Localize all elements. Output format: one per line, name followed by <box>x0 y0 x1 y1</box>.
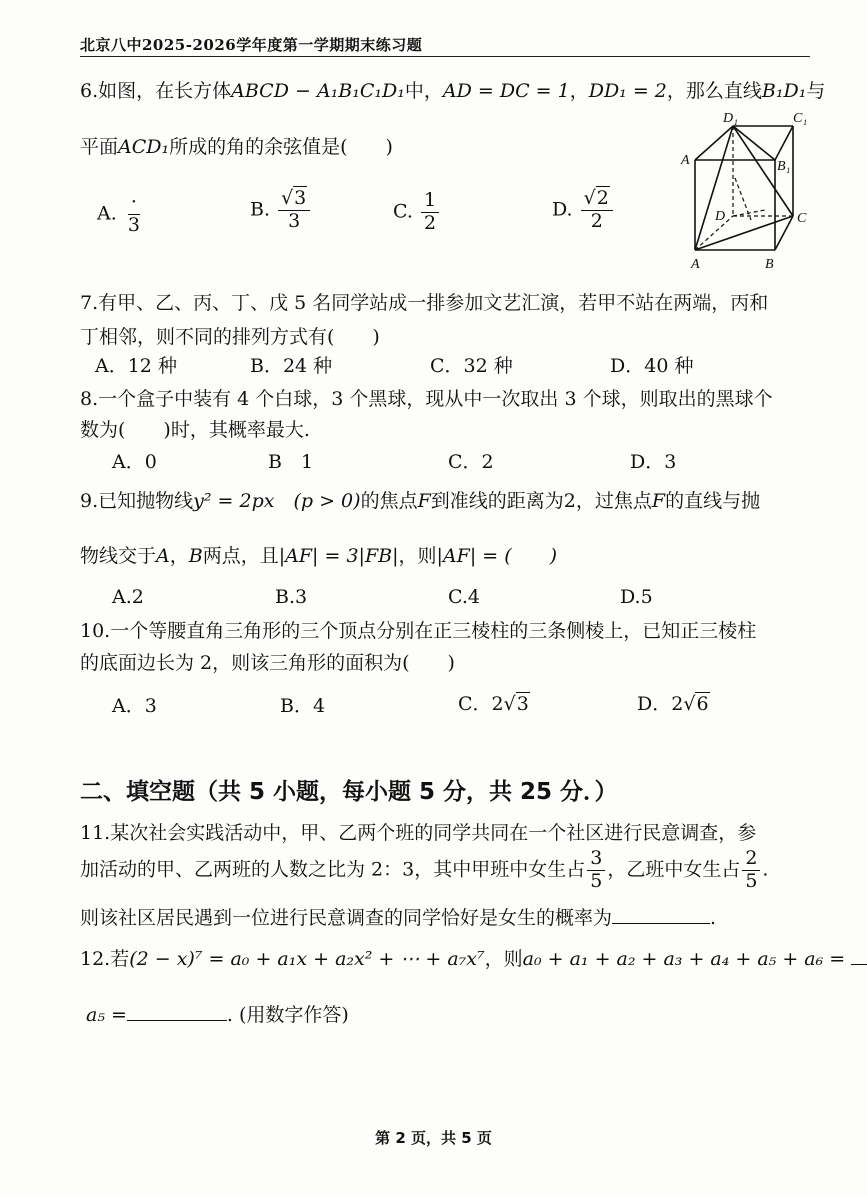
q9-distance: 2 <box>563 490 576 512</box>
option-label: B. <box>250 198 271 221</box>
q9-option-a: A.2 <box>112 586 144 608</box>
q9-condition: (p > 0) <box>293 490 361 512</box>
aux-line <box>733 210 765 216</box>
header-rule <box>80 56 810 57</box>
fraction: $\frac{\cdot}{3}$ <box>127 191 140 236</box>
prism-figure <box>675 108 825 278</box>
q9-text: 的焦点 <box>360 490 418 512</box>
q8-option-a: A．0 <box>112 451 157 473</box>
q6-text: ， <box>569 80 589 102</box>
label-d1: D₁ <box>723 111 738 126</box>
q6-line-b1d1: B₁D₁ <box>761 80 807 102</box>
q7-option-d: D．40 种 <box>610 355 694 377</box>
sqrt-icon: √ <box>583 187 596 209</box>
q6-text: 所成的角的余弦值是( ) <box>169 136 393 158</box>
q9-text: 物线交于 <box>80 545 157 567</box>
q9-text: 9.已知抛物线 <box>80 490 194 512</box>
sqrt-icon: √ <box>503 693 516 715</box>
q9-parabola: y² = 2px <box>193 490 275 512</box>
q9-line1 <box>80 486 760 513</box>
q6-line2 <box>80 132 393 159</box>
q12-text: 12.若 <box>80 948 130 970</box>
q9-focus: F <box>417 490 431 512</box>
q6-text: ，那么直线 <box>666 80 762 102</box>
label-a1: A <box>681 153 690 168</box>
q9-answer: |AF| = ( ) <box>436 545 558 567</box>
q8-option-c: C．2 <box>448 451 494 473</box>
q8-option-d: D．3 <box>630 451 677 473</box>
sqrt-icon: √ <box>683 693 696 715</box>
answer-blank[interactable] <box>851 964 867 965</box>
fraction: $\frac{1}{2}$ <box>421 190 439 235</box>
fraction: $\frac{3}{5}$ <box>587 848 605 893</box>
q8-option-b: B 1 <box>268 451 314 473</box>
sqrt-icon: √ <box>281 187 294 209</box>
q7-line2: 丁相邻，则不同的排列方式有( ) <box>80 326 380 348</box>
q8-line2: 数为( )时，其概率最大. <box>80 419 310 441</box>
q9-line2 <box>80 541 557 568</box>
q9-text: ，则 <box>398 545 437 567</box>
segment-b1d1 <box>733 126 775 160</box>
option-label: C. <box>393 200 413 223</box>
segment-ad1 <box>695 126 733 250</box>
exam-header: 北京八中2025-2026学年度第一学期期末练习题 <box>80 36 423 54</box>
q9-option-d: D.5 <box>620 586 653 608</box>
fraction: $\frac{√2}{2}$ <box>581 188 613 233</box>
label-b1: B₁ <box>777 159 791 174</box>
q12-sum: a₀ + a₁ + a₂ + a₃ + a₄ + a₅ + a₆ = <box>522 948 846 970</box>
q10-line1: 10.一个等腰直角三角形的三个顶点分别在正三棱柱的三条侧棱上，已知正三棱柱 <box>80 620 757 642</box>
q12-text: ，则 <box>484 948 523 970</box>
q9-option-b: B.3 <box>275 586 308 608</box>
option-label: D. <box>552 198 573 221</box>
q6-plane: ACD₁ <box>118 136 170 158</box>
q6-option-c <box>393 190 441 235</box>
q11-line2 <box>80 848 768 893</box>
fraction: $\frac{√3}{3}$ <box>278 188 310 233</box>
q10-option-a: A．3 <box>112 695 157 717</box>
label-c1: C₁ <box>793 111 808 126</box>
q11-line1: 11.某次社会实践活动中，甲、乙两个班的同学共同在一个社区进行民意调查，参 <box>80 822 757 844</box>
q6-ad-dc: AD = DC = 1 <box>442 80 570 102</box>
q11-text: . <box>710 907 717 929</box>
q12-a5: a₅ = <box>86 1004 127 1026</box>
q9-text: ，过焦点 <box>575 490 652 512</box>
answer-blank[interactable] <box>612 923 710 924</box>
q11-text: 则该社区居民遇到一位进行民意调查的同学恰好是女生的概率为 <box>80 907 613 929</box>
q9-ratio: |AF| = 3|FB| <box>278 545 399 567</box>
q10-option-c: C．2√3 <box>458 693 529 715</box>
q12-expansion: (2 − x)⁷ = a₀ + a₁x + a₂x² + ⋯ + a₇x⁷ <box>129 948 485 970</box>
label-b: B <box>765 257 774 272</box>
q8-line1: 8.一个盒子中装有 4 个白球，3 个黑球，现从中一次取出 3 个球，则取出的黑球个 <box>80 388 773 410</box>
page-footer: 第 2 页，共 5 页 <box>375 1129 492 1147</box>
q9-text: 的直线与抛 <box>665 490 761 512</box>
q9-focus: F <box>651 490 666 512</box>
q6-text: 与 <box>806 80 826 102</box>
q9-point-b: B <box>188 545 203 567</box>
label-d: D <box>715 209 726 224</box>
fraction: $\frac{2}{5}$ <box>742 848 760 893</box>
q11-text: . <box>762 858 769 881</box>
label-c: C <box>797 211 807 226</box>
q9-text: ， <box>169 545 189 567</box>
q6-solid: ABCD − A₁B₁C₁D₁ <box>231 80 405 102</box>
q12-text: . (用数字作答) <box>226 1004 349 1026</box>
q6-text: 中， <box>404 80 443 102</box>
q10-line2: 的底面边长为 2，则该三角形的面积为( ) <box>80 652 455 674</box>
edge-c1b1 <box>775 126 793 160</box>
q6-line1 <box>80 76 825 103</box>
q9-text: 到准线的距离为 <box>430 490 564 512</box>
q6-option-b <box>250 188 312 233</box>
q7-option-a: A．12 种 <box>95 355 177 377</box>
q10-option-d: D．2√6 <box>637 693 709 715</box>
q6-text: 6.如图，在长方体 <box>80 80 232 102</box>
q12-line2 <box>86 1000 349 1027</box>
option-label: A. <box>97 202 117 225</box>
label-a: A <box>691 257 700 272</box>
q11-text: 加活动的甲、乙两班的人数之比为 2：3，其中甲班中女生占 <box>80 858 586 881</box>
q7-line1: 7.有甲、乙、丙、丁、戊 5 名同学站成一排参加文艺汇演，若甲不站在两端，丙和 <box>80 292 769 314</box>
answer-blank[interactable] <box>127 1020 227 1021</box>
q12-line1 <box>80 944 867 971</box>
section-title: 二、填空题（共 5 小题，每小题 5 分，共 25 分．） <box>80 779 618 805</box>
q11-text: ，乙班中女生占 <box>607 858 741 881</box>
q6-option-a <box>97 192 145 237</box>
q9-text: 两点，且 <box>202 545 279 567</box>
q9-point-a: A <box>156 545 170 567</box>
q6-dd1: DD₁ = 2 <box>588 80 667 102</box>
q6-text: 平面 <box>80 136 119 158</box>
q11-line3 <box>80 903 716 930</box>
q7-option-c: C．32 种 <box>430 355 513 377</box>
q9-option-c: C.4 <box>448 586 480 608</box>
q7-option-b: B．24 种 <box>250 355 333 377</box>
q6-option-d <box>552 188 615 233</box>
q10-option-b: B．4 <box>280 695 326 717</box>
